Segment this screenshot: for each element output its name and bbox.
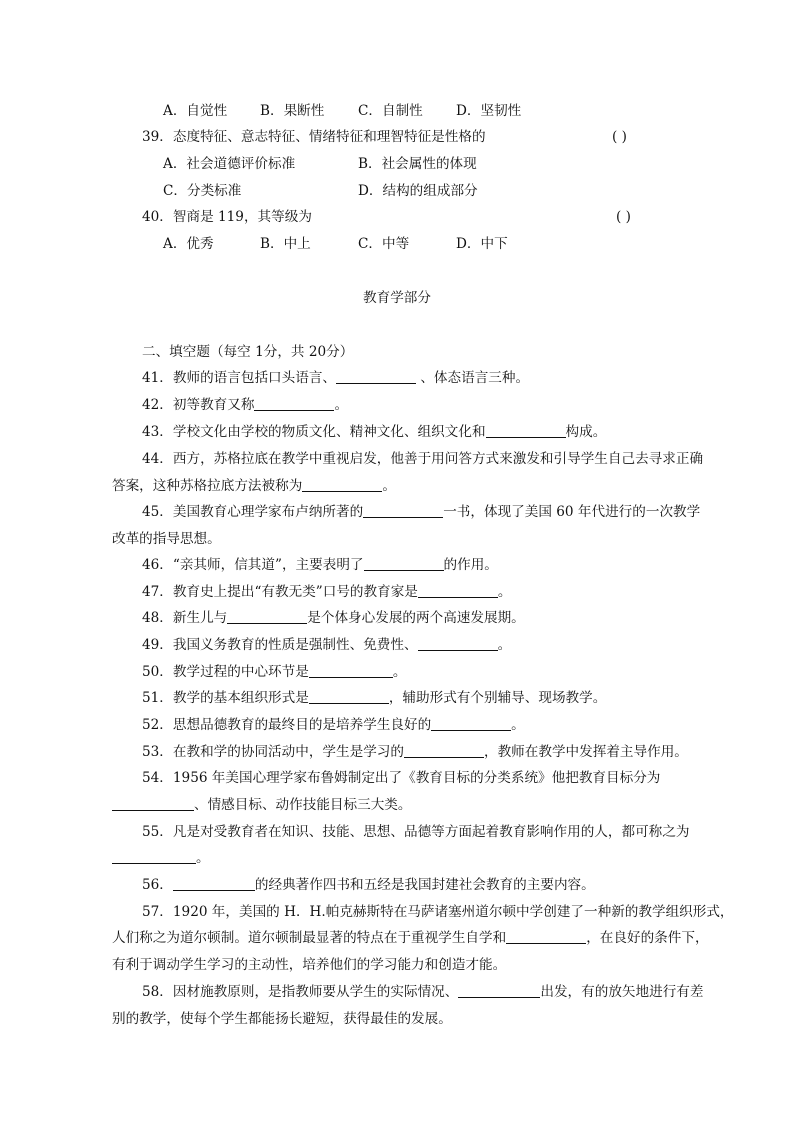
q58-line-2: 别的教学，使每个学生都能扬长避短，获得最佳的发展。 (112, 1011, 452, 1027)
q54-line-2 (112, 796, 412, 814)
q47 (142, 583, 511, 601)
q52-blank[interactable] (431, 716, 511, 731)
q42-blank[interactable] (254, 396, 334, 411)
q40-stem: 40．智商是 119，其等级为 (142, 209, 312, 225)
q53-blank[interactable] (404, 743, 484, 758)
q44-blank[interactable] (302, 477, 382, 492)
q38-option-a: A．自觉性 (163, 103, 228, 119)
q44-text-a: 答案，这种苏格拉底方法被称为 (112, 478, 303, 494)
q53-text-a: 53．在教和学的协同活动中，学生是学习的 (142, 744, 404, 760)
q51 (142, 689, 606, 707)
q56-text-a: 56． (142, 877, 173, 893)
q45-blank[interactable] (363, 503, 443, 518)
q41-text-b: 、体态语言三种。 (416, 370, 530, 386)
part-heading: 二、填空题（每空 1分，共 20分） (142, 344, 354, 360)
q48-blank[interactable] (227, 609, 307, 624)
q49-text-b: 。 (497, 637, 512, 653)
q41-blank[interactable] (336, 369, 416, 384)
q52-text-a: 52．思想品德教育的最终目的是培养学生良好的 (142, 717, 432, 733)
q46 (142, 556, 498, 574)
q50-text-b: 。 (392, 664, 407, 680)
q48-text-b: 是个体身心发展的两个高速发展期。 (307, 610, 525, 626)
q42-text-b: 。 (334, 397, 349, 413)
q39-stem: 39．态度特征、意志特征、情绪特征和理智特征是性格的 (142, 129, 486, 145)
q58-text-a: 58．因材施教原则，是指教师要从学生的实际情况、 (142, 984, 459, 1000)
q44-line-2 (112, 477, 396, 495)
q58-text-b: 出发，有的放矢地进行有差 (540, 984, 704, 1000)
q54-text-b: 、情感目标、动作技能目标三大类。 (194, 797, 412, 813)
q54-line-1: 54．1956 年美国心理学家布鲁姆制定出了《教育目标的分类系统》他把教育目标分为 (142, 770, 661, 786)
q38-option-b: B．果断性 (260, 103, 325, 119)
q39-option-b: B．社会属性的体现 (358, 156, 477, 172)
q57-blank[interactable] (506, 929, 586, 944)
q57-text-a: 人们称之为道尔顿制。道尔顿制最显著的特点在于重视学生自学和 (112, 930, 507, 946)
q44-line-1: 44．西方，苏格拉底在教学中重视启发，他善于用问答方式来激发和引导学生自己去寻求正确 (142, 451, 704, 467)
q50-text-a: 50．教学过程的中心环节是 (142, 664, 309, 680)
q45-text-b: 一书，体现了美国 60 年代进行的一次教学 (443, 504, 701, 520)
q52 (142, 716, 525, 734)
q51-blank[interactable] (309, 689, 389, 704)
q55-blank[interactable] (112, 849, 196, 864)
q55-text-b: 。 (196, 850, 210, 866)
q50 (142, 663, 406, 681)
q50-blank[interactable] (309, 663, 393, 678)
q52-text-b: 。 (511, 717, 525, 733)
q56-blank[interactable] (173, 876, 255, 891)
q39-option-c: C．分类标准 (163, 183, 242, 199)
q40-answer-paren: ( ) (616, 209, 631, 225)
q38-option-d: D．坚韧性 (456, 103, 522, 119)
q51-text-b: ，辅助形式有个别辅导、现场教学。 (388, 690, 607, 706)
q49 (142, 636, 511, 654)
section-title: 教育学部分 (363, 290, 431, 306)
q55-line-2 (112, 849, 210, 867)
q57-line-2 (112, 929, 709, 947)
q40-option-b: B．中上 (260, 236, 311, 252)
q44-text-b: 。 (382, 478, 396, 494)
q42 (142, 396, 348, 414)
q43 (142, 423, 606, 441)
q58-blank[interactable] (458, 983, 540, 998)
q41 (142, 369, 529, 387)
q45-text-a: 45．美国教育心理学家布卢纳所著的 (142, 504, 364, 520)
q54-blank[interactable] (112, 796, 194, 811)
q56-text-b: 的经典著作四书和五经是我国封建社会教育的主要内容。 (254, 877, 595, 893)
q49-text-a: 49．我国义务教育的性质是强制性、免费性、 (142, 637, 418, 653)
q58-line-1 (142, 983, 703, 1001)
q57-line-3: 有利于调动学生学习的主动性，培养他们的学习能力和创造才能。 (112, 957, 507, 973)
q39-option-a: A．社会道德评价标准 (163, 156, 296, 172)
q45-line-1 (142, 503, 700, 521)
q39-answer-paren: ( ) (612, 129, 627, 145)
q57-text-b: ，在良好的条件下， (586, 930, 709, 946)
q41-text-a: 41．教师的语言包括口头语言、 (142, 370, 337, 386)
q46-text-b: 的作用。 (443, 557, 498, 573)
q43-text-a: 43．学校文化由学校的物质文化、精神文化、组织文化和 (142, 424, 486, 440)
q47-text-b: 。 (497, 584, 512, 600)
q48 (142, 609, 525, 627)
q42-text-a: 42．初等教育又称 (142, 397, 255, 413)
q47-text-a: 47．教育史上提出“有教无类”口号的教育家是 (142, 584, 418, 600)
q51-text-a: 51．教学的基本组织形式是 (142, 690, 309, 706)
q38-option-c: C．自制性 (358, 103, 423, 119)
q40-option-c: C．中等 (358, 236, 410, 252)
q53 (142, 743, 688, 761)
q40-option-d: D．中下 (456, 236, 508, 252)
q46-blank[interactable] (364, 556, 444, 571)
q46-text-a: 46．“亲其师，信其道”，主要表明了 (142, 557, 364, 573)
q40-option-a: A．优秀 (163, 236, 214, 252)
q43-blank[interactable] (486, 423, 566, 438)
q56 (142, 876, 595, 894)
q53-text-b: ，教师在教学中发挥着主导作用。 (483, 744, 688, 760)
q43-text-b: 构成。 (565, 424, 607, 440)
q55-line-1: 55．凡是对受教育者在知识、技能、思想、品德等方面起着教育影响作用的人，都可称之为 (142, 824, 690, 840)
q57-line-1: 57．1920 年，美国的 H．H.帕克赫斯特在马萨诸塞州道尔顿中学创建了一种新的教学组织形式， (142, 904, 734, 920)
q49-blank[interactable] (418, 636, 498, 651)
q48-text-a: 48．新生儿与 (142, 610, 228, 626)
q45-line-2: 改革的指导思想。 (112, 531, 221, 547)
q47-blank[interactable] (418, 583, 498, 598)
q39-option-d: D．结构的组成部分 (358, 183, 478, 199)
